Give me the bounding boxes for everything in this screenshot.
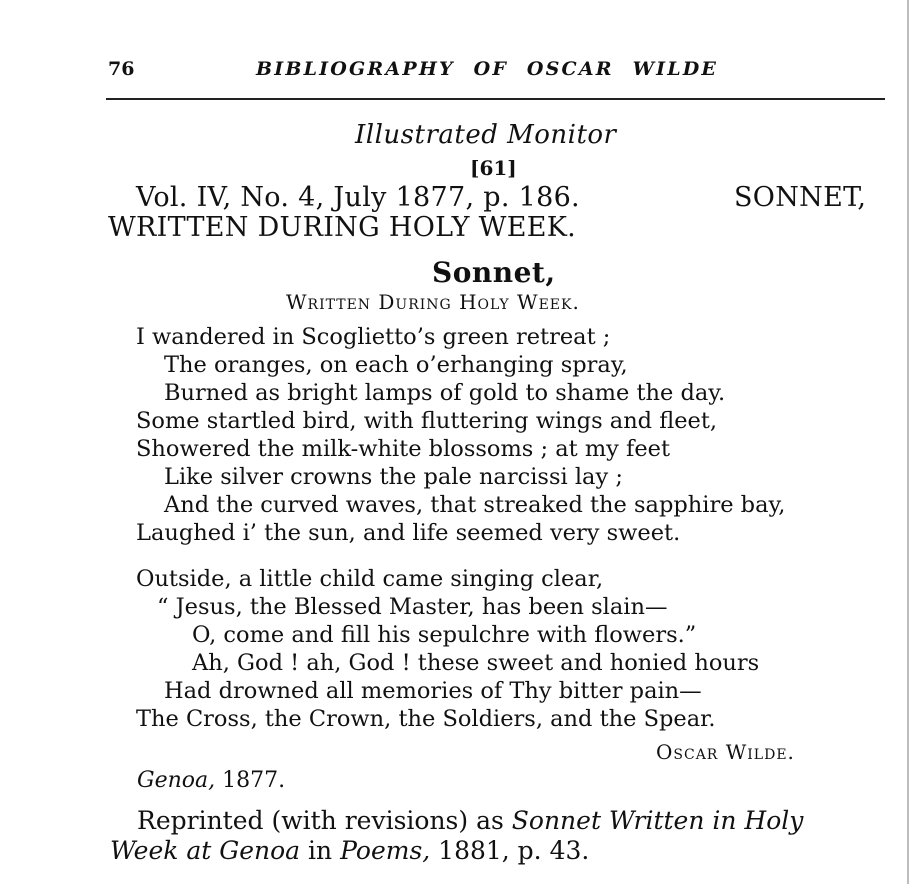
note-book: Poems, [340,836,431,865]
poem-line: I wandered in Scoglietto’s green retreat ; [136,324,611,350]
poem-line: Like silver crowns the pale narcissi lay ; [164,464,623,490]
place-name: Genoa, [137,768,216,793]
poem-line: Had drowned all memories of Thy bitter pain— [164,678,702,704]
entry-number: [61] [470,156,517,180]
note-title: Sonnet Written in Holy [511,806,804,835]
note-text: in [300,836,341,865]
header-rule [106,98,885,100]
poem-signature: Oscar Wilde. [656,740,795,764]
citation-right: SONNET, [734,182,867,213]
journal-title: Illustrated Monitor [355,120,617,150]
note-text: Reprinted (with revisions) as [137,806,512,835]
citation-line-2: WRITTEN DURING HOLY WEEK. [108,212,577,243]
reprint-note-line-2 [110,836,589,865]
poem-line: “ Jesus, the Blessed Master, has been slain— [157,594,668,620]
poem-line: O, come and fill his sepulchre with flowers.” [192,622,697,648]
place-year: 1877. [215,768,286,793]
page-edge-line [907,0,909,884]
poem-line: The oranges, on each o’erhanging spray, [164,352,628,378]
poem-line: Outside, a little child came singing clear, [136,566,604,592]
poem-title: Sonnet, [432,256,556,289]
note-title-cont: Week at Genoa [110,836,301,865]
poem-place-date [137,768,285,793]
poem-line: Laughed i’ the sun, and life seemed very sweet. [136,520,681,546]
poem-line: Burned as bright lamps of gold to shame the day. [164,380,726,406]
poem-line: Ah, God ! ah, God ! these sweet and honied hours [192,650,760,676]
note-text: 1881, p. 43. [430,836,590,865]
poem-line: Showered the milk-white blossoms ; at my feet [136,436,671,462]
page-number: 76 [108,58,135,80]
poem-line: Some startled bird, with fluttering wings and fleet, [136,408,718,434]
running-title: BIBLIOGRAPHY OF OSCAR WILDE [256,58,719,80]
citation-line-1: Vol. IV, No. 4, July 1877, p. 186. [136,182,580,213]
poem-line: And the curved waves, that streaked the sapphire bay, [164,492,786,518]
poem-subtitle: Written During Holy Week. [286,290,580,314]
reprint-note-line-1 [137,806,803,835]
poem-line: The Cross, the Crown, the Soldiers, and the Spear. [136,706,716,732]
